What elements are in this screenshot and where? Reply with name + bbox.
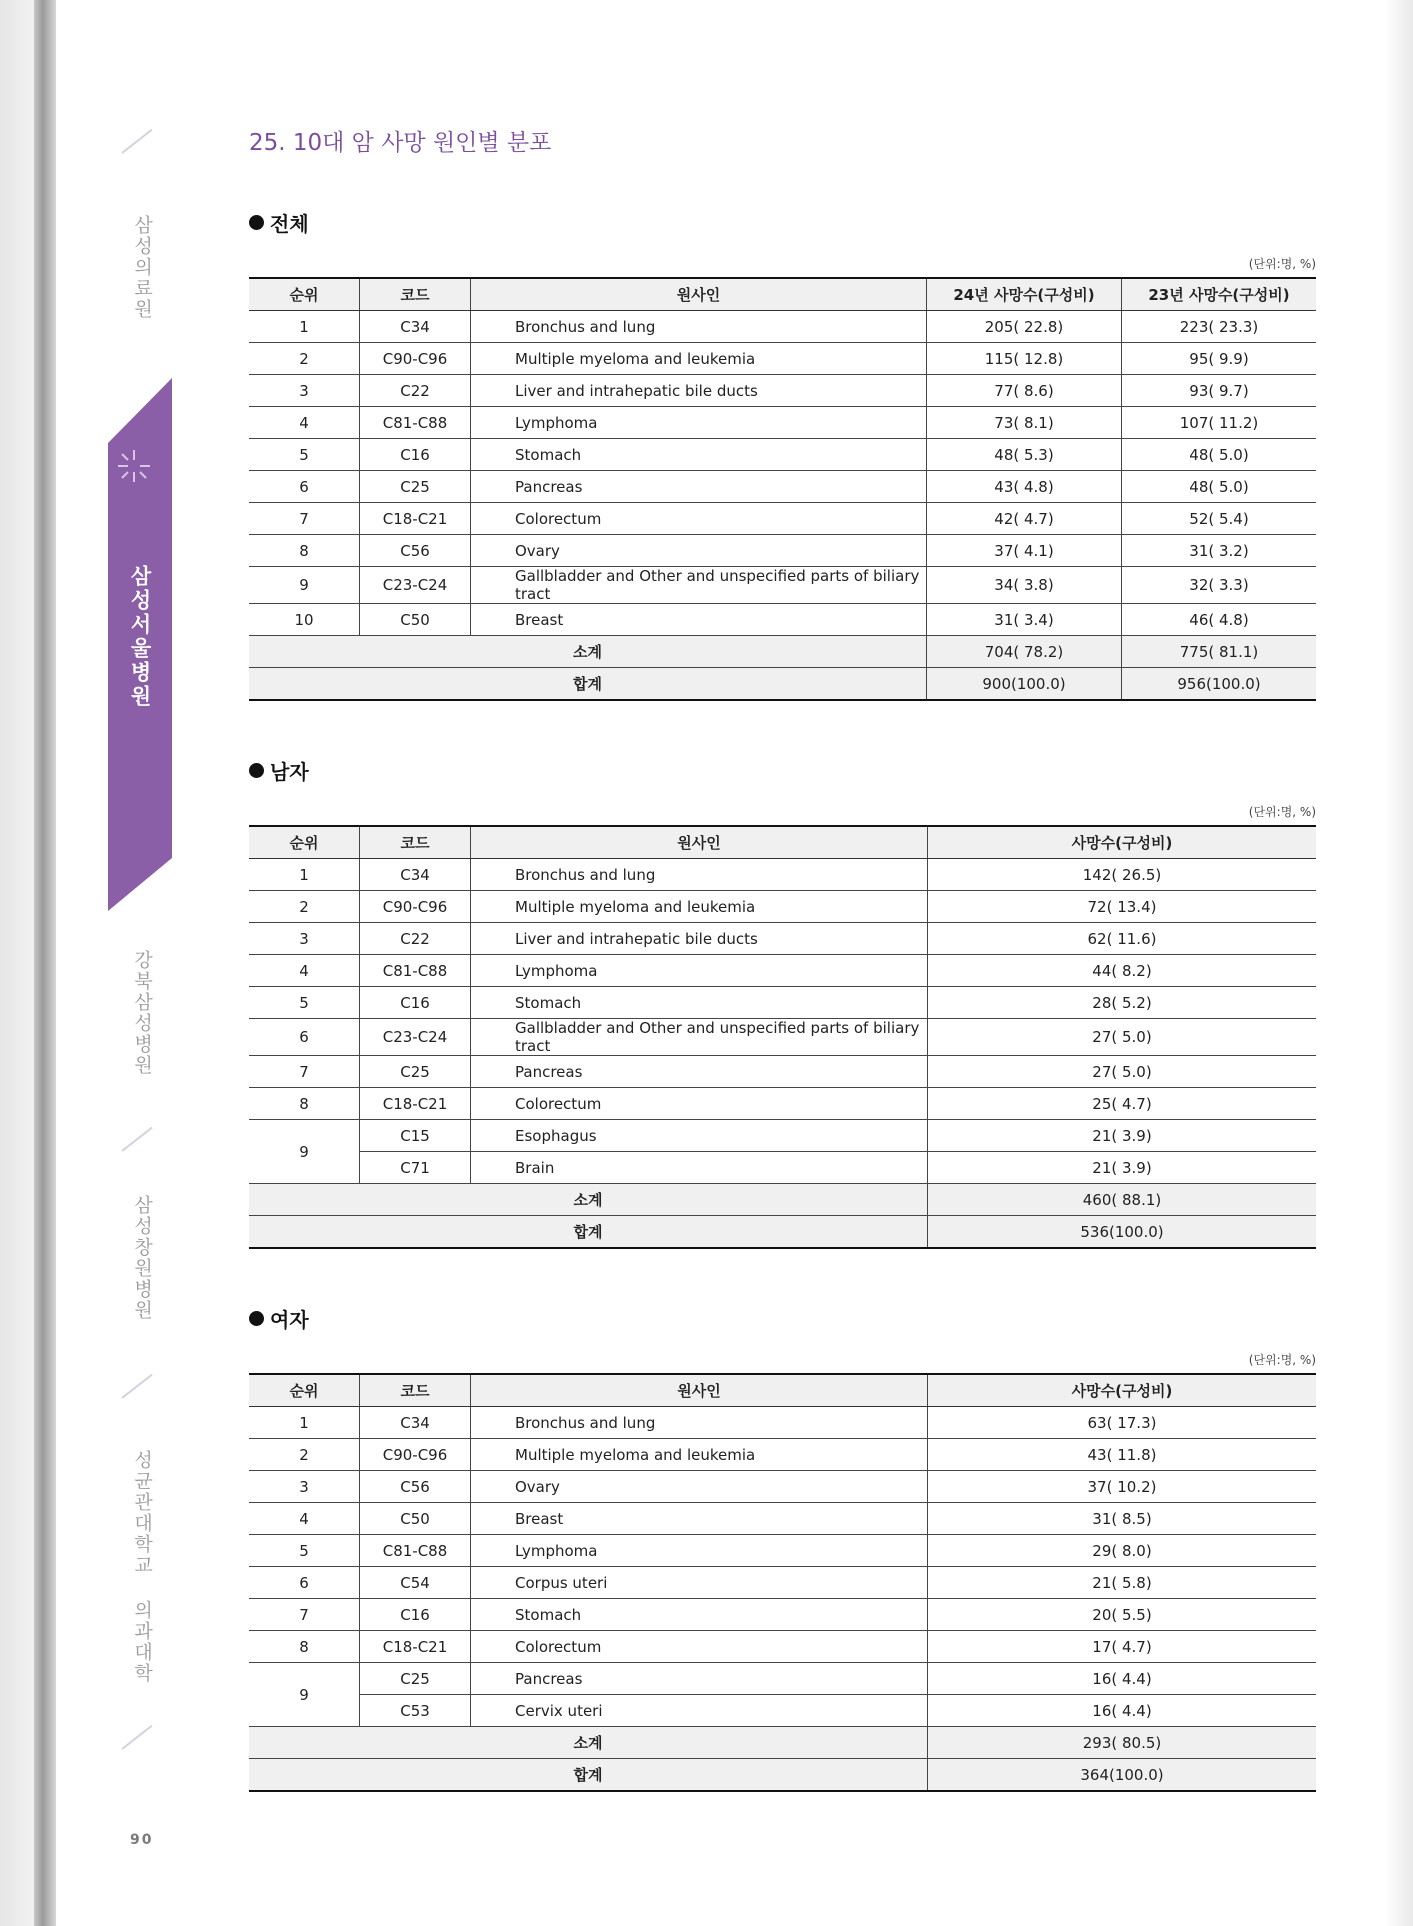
cause-cell: Colorectum xyxy=(471,503,927,535)
rank-cell: 7 xyxy=(249,1056,360,1088)
deaths-24-cell: 115( 12.8) xyxy=(927,343,1122,375)
rank-cell: 8 xyxy=(249,535,360,567)
deaths-24-cell: 48( 5.3) xyxy=(927,439,1122,471)
sidebar-item-skku-medicine[interactable]: 성균관대학교 의과대학 xyxy=(131,1450,153,1684)
rank-cell: 4 xyxy=(249,955,360,987)
cause-cell: Breast xyxy=(471,604,927,636)
cause-cell: Colorectum xyxy=(471,1631,928,1663)
code-cell: C25 xyxy=(360,1663,471,1695)
deaths-cell: 63( 17.3) xyxy=(928,1407,1317,1439)
cause-cell: Liver and intrahepatic bile ducts xyxy=(471,923,928,955)
code-cell: C22 xyxy=(360,923,471,955)
code-cell: C18-C21 xyxy=(360,503,471,535)
header-rank: 순위 xyxy=(249,278,360,311)
deaths-23-cell: 48( 5.0) xyxy=(1122,439,1317,471)
cause-cell: Stomach xyxy=(471,987,928,1019)
cause-cell: Ovary xyxy=(471,1471,928,1503)
deaths-24-cell: 37( 4.1) xyxy=(927,535,1122,567)
cause-cell: Bronchus and lung xyxy=(471,1407,928,1439)
deaths-cell: 72( 13.4) xyxy=(928,891,1317,923)
table-row xyxy=(249,343,1316,375)
rank-cell: 3 xyxy=(249,923,360,955)
rank-cell: 9 xyxy=(249,1120,360,1184)
deaths-24-cell: 42( 4.7) xyxy=(927,503,1122,535)
subtotal-row xyxy=(249,1184,1316,1216)
code-cell: C22 xyxy=(360,375,471,407)
deaths-23-cell: 52( 5.4) xyxy=(1122,503,1317,535)
rank-cell: 1 xyxy=(249,311,360,343)
rank-cell: 8 xyxy=(249,1088,360,1120)
deaths-cell: 62( 11.6) xyxy=(928,923,1317,955)
table-row xyxy=(249,1695,1316,1727)
deaths-23-cell: 93( 9.7) xyxy=(1122,375,1317,407)
table-row xyxy=(249,1631,1316,1663)
deaths-23-cell: 31( 3.2) xyxy=(1122,535,1317,567)
rank-cell: 3 xyxy=(249,1471,360,1503)
deaths-24-cell: 43( 4.8) xyxy=(927,471,1122,503)
rank-cell: 1 xyxy=(249,859,360,891)
unit-label: (단위:명, %) xyxy=(1248,257,1316,271)
deaths-cell: 28( 5.2) xyxy=(928,987,1317,1019)
deaths-23-cell: 48( 5.0) xyxy=(1122,471,1317,503)
rank-cell: 2 xyxy=(249,1439,360,1471)
rank-cell: 2 xyxy=(249,343,360,375)
table-row xyxy=(249,1120,1316,1152)
total-row xyxy=(249,668,1316,701)
table-row xyxy=(249,1471,1316,1503)
header-23-deaths: 23년 사망수(구성비) xyxy=(1122,278,1317,311)
table-row xyxy=(249,375,1316,407)
table-row xyxy=(249,1599,1316,1631)
deaths-cell: 21( 3.9) xyxy=(928,1120,1317,1152)
table-row xyxy=(249,1663,1316,1695)
table-row xyxy=(249,1056,1316,1088)
subtotal-cell: 293( 80.5) xyxy=(928,1727,1317,1759)
table-row xyxy=(249,1019,1316,1056)
cause-cell: Lymphoma xyxy=(471,407,927,439)
cause-cell: Multiple myeloma and leukemia xyxy=(471,343,927,375)
deaths-23-cell: 223( 23.3) xyxy=(1122,311,1317,343)
cause-cell: Gallbladder and Other and unspecified parts of biliary tract xyxy=(471,1019,928,1056)
rank-cell: 8 xyxy=(249,1631,360,1663)
table-row xyxy=(249,923,1316,955)
deaths-cell: 16( 4.4) xyxy=(928,1695,1317,1727)
rank-cell: 6 xyxy=(249,471,360,503)
subtotal-label: 소계 xyxy=(249,636,927,668)
cause-cell: Breast xyxy=(471,1503,928,1535)
table-row xyxy=(249,535,1316,567)
table-row xyxy=(249,987,1316,1019)
table-row xyxy=(249,891,1316,923)
cause-cell: Multiple myeloma and leukemia xyxy=(471,891,928,923)
table-row xyxy=(249,439,1316,471)
total-row xyxy=(249,1216,1316,1249)
header-rank: 순위 xyxy=(249,1374,360,1407)
cause-cell: Bronchus and lung xyxy=(471,311,927,343)
header-rank: 순위 xyxy=(249,826,360,859)
header-deaths: 사망수(구성비) xyxy=(928,1374,1317,1407)
deaths-23-cell: 107( 11.2) xyxy=(1122,407,1317,439)
subtotal-row xyxy=(249,636,1316,668)
sidebar-item-samsung-seoul-hospital[interactable]: 삼성서울병원 xyxy=(128,565,152,709)
cause-cell: Multiple myeloma and leukemia xyxy=(471,1439,928,1471)
rank-cell: 7 xyxy=(249,503,360,535)
cause-cell: Liver and intrahepatic bile ducts xyxy=(471,375,927,407)
table-row xyxy=(249,471,1316,503)
deaths-cell: 27( 5.0) xyxy=(928,1019,1317,1056)
deaths-cell: 43( 11.8) xyxy=(928,1439,1317,1471)
total-label: 합계 xyxy=(249,668,927,701)
total-row xyxy=(249,1759,1316,1792)
subtotal-24-cell: 704( 78.2) xyxy=(927,636,1122,668)
rank-cell: 6 xyxy=(249,1019,360,1056)
unit-label: (단위:명, %) xyxy=(1248,1353,1316,1367)
bullet-icon xyxy=(249,763,264,778)
table-row xyxy=(249,1407,1316,1439)
deaths-cell: 44( 8.2) xyxy=(928,955,1317,987)
cause-cell: Pancreas xyxy=(471,1056,928,1088)
table-row xyxy=(249,1439,1316,1471)
page-title: 25. 10대 암 사망 원인별 분포 xyxy=(249,130,552,156)
cause-cell: Cervix uteri xyxy=(471,1695,928,1727)
header-deaths: 사망수(구성비) xyxy=(928,826,1317,859)
sidebar-item-samsung-medical-center[interactable]: 삼성의료원 xyxy=(131,215,153,320)
deaths-23-cell: 46( 4.8) xyxy=(1122,604,1317,636)
header-24-deaths: 24년 사망수(구성비) xyxy=(927,278,1122,311)
code-cell: C81-C88 xyxy=(360,407,471,439)
code-cell: C25 xyxy=(360,1056,471,1088)
code-cell: C71 xyxy=(360,1152,471,1184)
subtotal-cell: 460( 88.1) xyxy=(928,1184,1317,1216)
cause-cell: Brain xyxy=(471,1152,928,1184)
deaths-cell: 21( 3.9) xyxy=(928,1152,1317,1184)
code-cell: C81-C88 xyxy=(360,955,471,987)
table-row xyxy=(249,1503,1316,1535)
table-male xyxy=(249,825,1316,1249)
rank-cell: 9 xyxy=(249,1663,360,1727)
section-title-total: 전체 xyxy=(249,208,309,237)
deaths-24-cell: 77( 8.6) xyxy=(927,375,1122,407)
rank-cell: 4 xyxy=(249,407,360,439)
table-row xyxy=(249,1152,1316,1184)
deaths-23-cell: 95( 9.9) xyxy=(1122,343,1317,375)
cause-cell: Ovary xyxy=(471,535,927,567)
code-cell: C90-C96 xyxy=(360,1439,471,1471)
total-24-cell: 900(100.0) xyxy=(927,668,1122,701)
deaths-24-cell: 205( 22.8) xyxy=(927,311,1122,343)
cause-cell: Stomach xyxy=(471,439,927,471)
table-row xyxy=(249,567,1316,604)
sidebar-item-kangbuk-samsung-hospital[interactable]: 강북삼성병원 xyxy=(131,950,153,1076)
header-cause: 원사인 xyxy=(471,1374,928,1407)
table-female xyxy=(249,1373,1316,1792)
header-code: 코드 xyxy=(360,826,471,859)
sidebar-item-samsung-changwon-hospital[interactable]: 삼성창원병원 xyxy=(131,1195,153,1321)
rank-cell: 1 xyxy=(249,1407,360,1439)
code-cell: C16 xyxy=(360,1599,471,1631)
rank-cell: 3 xyxy=(249,375,360,407)
header-cause: 원사인 xyxy=(471,278,927,311)
code-cell: C34 xyxy=(360,859,471,891)
deaths-cell: 21( 5.8) xyxy=(928,1567,1317,1599)
rank-cell: 5 xyxy=(249,987,360,1019)
code-cell: C23-C24 xyxy=(360,567,471,604)
code-cell: C54 xyxy=(360,1567,471,1599)
unit-label: (단위:명, %) xyxy=(1248,805,1316,819)
cause-cell: Corpus uteri xyxy=(471,1567,928,1599)
table-row xyxy=(249,311,1316,343)
section-title-female: 여자 xyxy=(249,1304,309,1333)
header-code: 코드 xyxy=(360,1374,471,1407)
rank-cell: 4 xyxy=(249,1503,360,1535)
deaths-cell: 17( 4.7) xyxy=(928,1631,1317,1663)
deaths-23-cell: 32( 3.3) xyxy=(1122,567,1317,604)
cause-cell: Colorectum xyxy=(471,1088,928,1120)
code-cell: C34 xyxy=(360,311,471,343)
subtotal-label: 소계 xyxy=(249,1184,928,1216)
code-cell: C25 xyxy=(360,471,471,503)
table-row xyxy=(249,1567,1316,1599)
page-number: 90 xyxy=(130,1832,154,1848)
deaths-cell: 142( 26.5) xyxy=(928,859,1317,891)
deaths-cell: 16( 4.4) xyxy=(928,1663,1317,1695)
deaths-cell: 27( 5.0) xyxy=(928,1056,1317,1088)
table-row xyxy=(249,407,1316,439)
code-cell: C90-C96 xyxy=(360,891,471,923)
deaths-cell: 37( 10.2) xyxy=(928,1471,1317,1503)
total-cell: 536(100.0) xyxy=(928,1216,1317,1249)
rank-cell: 10 xyxy=(249,604,360,636)
rank-cell: 6 xyxy=(249,1567,360,1599)
sunburst-icon xyxy=(114,446,154,486)
total-label: 합계 xyxy=(249,1216,928,1249)
code-cell: C50 xyxy=(360,1503,471,1535)
cause-cell: Lymphoma xyxy=(471,955,928,987)
rank-cell: 9 xyxy=(249,567,360,604)
subtotal-label: 소계 xyxy=(249,1727,928,1759)
table-row xyxy=(249,1088,1316,1120)
code-cell: C56 xyxy=(360,535,471,567)
deaths-cell: 20( 5.5) xyxy=(928,1599,1317,1631)
deaths-24-cell: 34( 3.8) xyxy=(927,567,1122,604)
total-label: 합계 xyxy=(249,1759,928,1792)
deaths-24-cell: 73( 8.1) xyxy=(927,407,1122,439)
code-cell: C18-C21 xyxy=(360,1088,471,1120)
rank-cell: 5 xyxy=(249,1535,360,1567)
code-cell: C56 xyxy=(360,1471,471,1503)
table-row xyxy=(249,604,1316,636)
bullet-icon xyxy=(249,1311,264,1326)
code-cell: C34 xyxy=(360,1407,471,1439)
rank-cell: 5 xyxy=(249,439,360,471)
deaths-cell: 25( 4.7) xyxy=(928,1088,1317,1120)
subtotal-23-cell: 775( 81.1) xyxy=(1122,636,1317,668)
code-cell: C18-C21 xyxy=(360,1631,471,1663)
table-row xyxy=(249,503,1316,535)
rank-cell: 2 xyxy=(249,891,360,923)
cause-cell: Pancreas xyxy=(471,1663,928,1695)
code-cell: C50 xyxy=(360,604,471,636)
cause-cell: Esophagus xyxy=(471,1120,928,1152)
code-cell: C53 xyxy=(360,1695,471,1727)
cause-cell: Gallbladder and Other and unspecified parts of biliary tract xyxy=(471,567,927,604)
deaths-24-cell: 31( 3.4) xyxy=(927,604,1122,636)
bullet-icon xyxy=(249,215,264,230)
table-row xyxy=(249,1535,1316,1567)
table-row xyxy=(249,859,1316,891)
table-total xyxy=(249,277,1316,701)
total-23-cell: 956(100.0) xyxy=(1122,668,1317,701)
code-cell: C16 xyxy=(360,987,471,1019)
code-cell: C90-C96 xyxy=(360,343,471,375)
deaths-cell: 29( 8.0) xyxy=(928,1535,1317,1567)
section-title-male: 남자 xyxy=(249,756,309,785)
rank-cell: 7 xyxy=(249,1599,360,1631)
code-cell: C23-C24 xyxy=(360,1019,471,1056)
table-row xyxy=(249,955,1316,987)
cause-cell: Lymphoma xyxy=(471,1535,928,1567)
cause-cell: Pancreas xyxy=(471,471,927,503)
code-cell: C15 xyxy=(360,1120,471,1152)
code-cell: C81-C88 xyxy=(360,1535,471,1567)
header-code: 코드 xyxy=(360,278,471,311)
book-spine-edge xyxy=(34,0,56,1926)
cause-cell: Bronchus and lung xyxy=(471,859,928,891)
deaths-cell: 31( 8.5) xyxy=(928,1503,1317,1535)
code-cell: C16 xyxy=(360,439,471,471)
cause-cell: Stomach xyxy=(471,1599,928,1631)
header-cause: 원사인 xyxy=(471,826,928,859)
subtotal-row xyxy=(249,1727,1316,1759)
total-cell: 364(100.0) xyxy=(928,1759,1317,1792)
